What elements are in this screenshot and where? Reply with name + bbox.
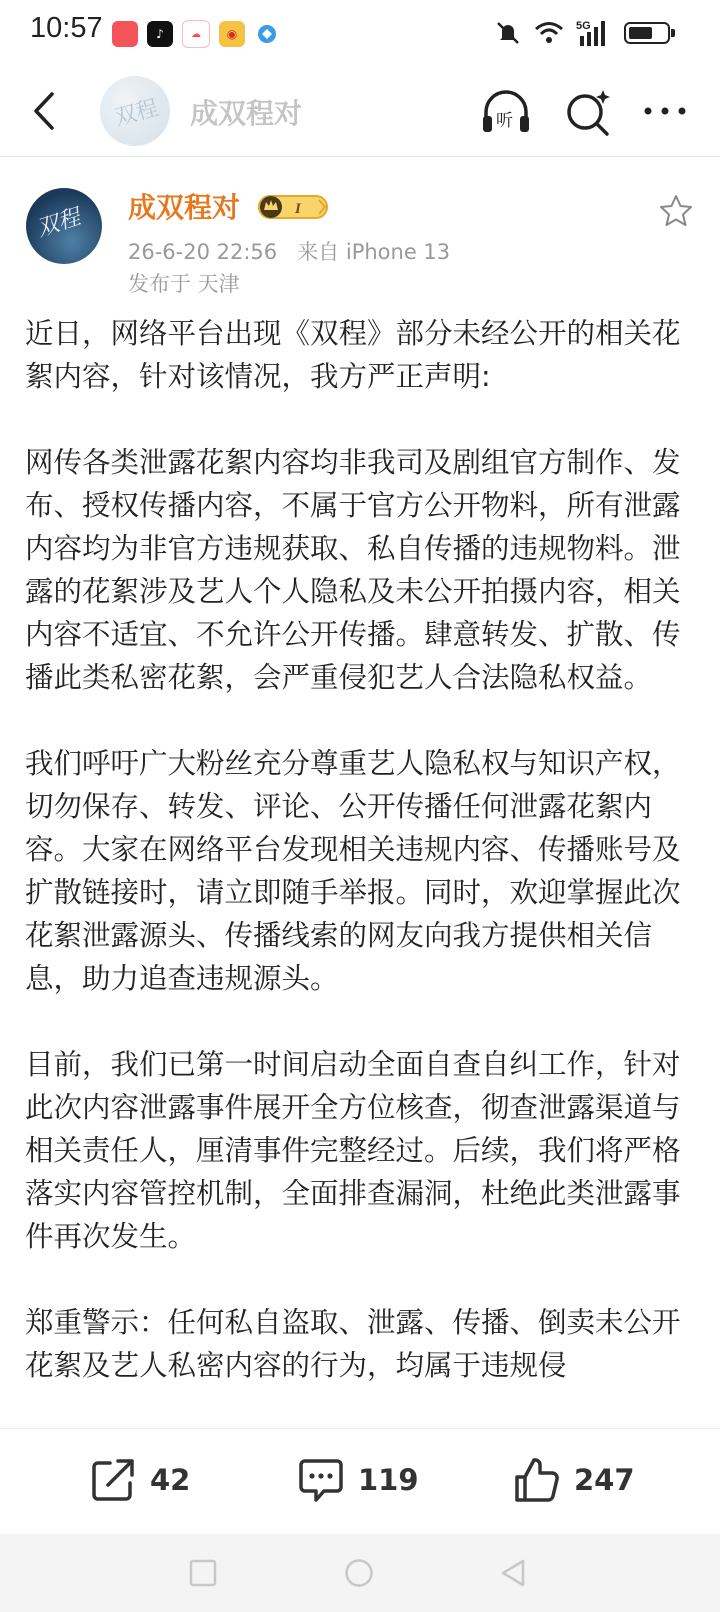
author-name[interactable]: 成双程对 [128, 191, 241, 224]
post-action-bar [0, 1428, 720, 1535]
comment-icon [296, 1455, 346, 1505]
system-nav-bar [0, 1534, 720, 1612]
svg-text:听: 听 [496, 111, 513, 131]
post-timestamp: 26-6-20 22:56 [128, 240, 278, 264]
share-icon [88, 1455, 138, 1505]
home-circle-icon[interactable] [344, 1558, 374, 1588]
svg-text:5G: 5G [576, 20, 591, 32]
post-source: 来自 iPhone 13 [297, 240, 451, 264]
cloud-app-icon: ☁ [182, 20, 210, 48]
paragraph: 近日，网络平台出现《双程》部分未经公开的相关花絮内容，针对该情况，我方严正声明: [25, 317, 681, 393]
paragraph: 郑重警示：任何私自盗取、泄露、传播、倒卖未公开花絮及艺人私密内容的行为，均属于违规侵 [25, 1306, 681, 1382]
post-body [25, 312, 703, 1427]
status-time: 10:57 [30, 12, 103, 44]
nav-title: 成双程对 [190, 97, 303, 130]
paragraph: 网传各类泄露花絮内容均非我司及剧组官方制作、发布、授权传播内容，不属于官方公开物料，所有泄露内容均为非官方违规获取、私自传播的违规物料。泄露的花絮涉及艺人个人隐私及未公开拍摄内容，相关内容不适宜、不允许公开传播。肆意转发、扩散、传播此类私密花絮，会严重侵犯艺人合法隐私权益。 [25, 446, 681, 694]
nav-avatar[interactable]: 双程 [100, 76, 170, 146]
author-avatar[interactable]: 双程 [26, 188, 102, 264]
recents-square-icon[interactable] [188, 1558, 218, 1588]
like-count: 247 [574, 1463, 635, 1497]
weibo-icon: ◉ [219, 21, 245, 47]
like-button[interactable] [512, 1455, 635, 1505]
share-button[interactable] [88, 1455, 190, 1505]
comment-button[interactable] [296, 1455, 419, 1505]
svg-text:I: I [295, 201, 301, 217]
paragraph: 目前，我们已第一时间启动全面自查自纠工作，针对此次内容泄露事件展开全方位核查，彻查泄露渠道与相关责任人，厘清事件完整经过。后续，我们将严格落实内容管控机制，全面排查漏洞，杜绝此类泄露事件再次发生。 [25, 1048, 681, 1253]
thumbs-up-icon [512, 1455, 562, 1505]
back-triangle-icon[interactable] [498, 1558, 528, 1588]
comment-count: 119 [358, 1463, 419, 1497]
post-location: 发布于 天津 [128, 272, 240, 296]
tiktok-icon: ♪ [147, 21, 173, 47]
share-count: 42 [150, 1463, 191, 1497]
paragraph: 我们呼吁广大粉丝充分尊重艺人隐私权与知识产权，切勿保存、转发、评论、公开传播任何泄露花絮内容。大家在网络平台发现相关违规内容、传播账号及扩散链接时，请立即随手举报。同时，欢迎掌握此次花絮泄露源头、传播线索的网友向我方提供相关信息，助力追查违规源头。 [25, 747, 681, 995]
